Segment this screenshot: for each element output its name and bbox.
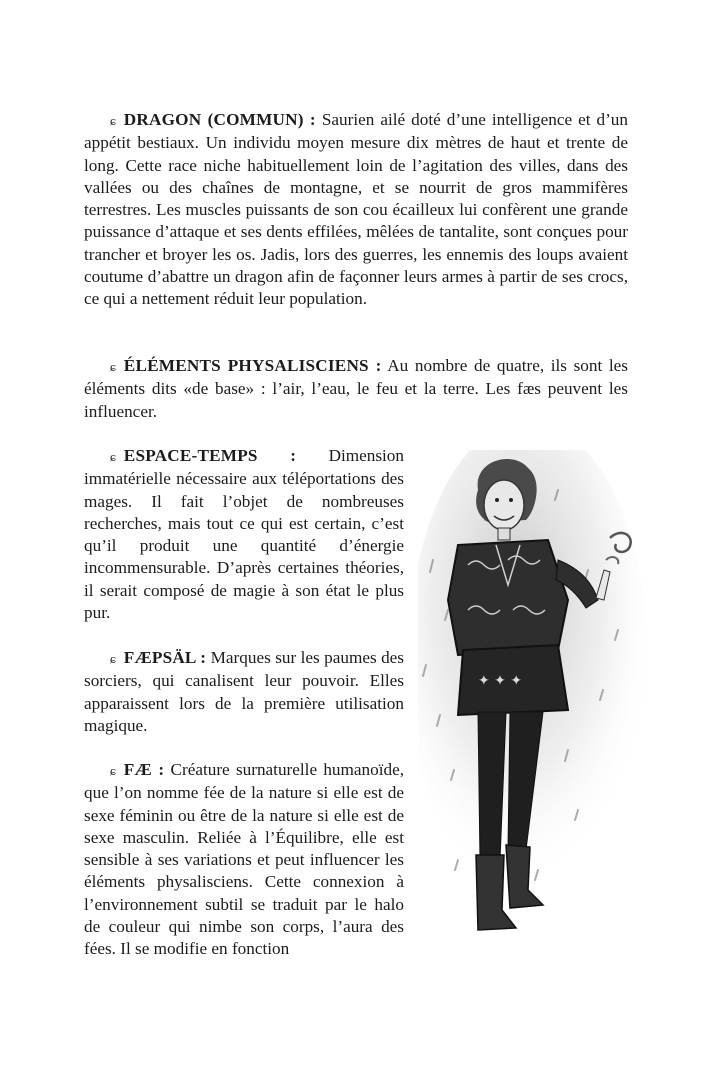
entry-definition: Au nombre de quatre, ils sont les éléments dits «de base» : l’air, l’eau, le feu et la terre. Les fæs peuvent les influencer. [84,356,628,421]
entry-term: FÆ : [123,760,165,779]
glossary-entry-elements [84,355,628,423]
fleuron-icon: ɕ [110,359,116,374]
fleuron-icon: ɕ [110,449,116,464]
glossary-entry-espace-temps [84,445,404,624]
entry-term: FÆPSÄL : [123,648,207,667]
svg-text:✦ ✦ ✦: ✦ ✦ ✦ [478,673,523,689]
glossary-entry-fae [84,759,404,961]
entry-term: ESPACE-TEMPS : [123,446,297,465]
entry-definition: Dimension immatérielle nécessaire aux téléportations des mages. Il fait l’objet de nombreuses recherches, mais tout ce qui est certain, c’est qu’il produit une quantité d’énergie incommensurable. D’après certaines théories, il serait composé de magie à son état le plus pur. [84,446,404,623]
entry-term: DRAGON (COMMUN) : [123,110,316,129]
glossary-entry-dragon [84,109,628,311]
glossary-entry-faepsal [84,647,404,737]
entry-definition: Marques sur les paumes des sorciers, qui canalisent leur pouvoir. Elles apparaissent lors de la première utilisation magique. [84,648,405,735]
entry-definition: Créature surnaturelle humanoïde, que l’on nomme fée de la nature si elle est de sexe féminin ou être de la nature si elle est de sexe masculin. Reliée à l’Équilibre, elle est sensible à ses variations et peut influencer les éléments physalisciens. Cette connexion à l’environnement subtil se traduit par le halo de couleur qui nimbe son corps, l’aura des fées. Il se modifie en fonction [84,760,404,959]
entry-term: ÉLÉMENTS PHYSALISCIENS : [123,356,382,375]
fae-illustration [418,450,680,960]
entry-definition: Saurien ailé doté d’une intelligence et d’un appétit bestiaux. Un individu moyen mesure dix mètres de haut et trente de long. Cette race niche habituellement loin de l’agitation des villes, dans des vallées ou des chaînes de montagne, et se nourrit de gros mammifères terrestres. Les muscles puissants de son cou écailleux lui confèrent une grande puissance d’attaque et ses dents effilées, mêlées de tantalite, sont conçues pour trancher et broyer les os. Jadis, lors des guerres, les ennemis des loups avaient coutume d’abattre un dragon afin de façonner leurs armes à partir de ses crocs, ce qui a nettement réduit leur population. [84,110,628,309]
fleuron-icon: ɕ [110,113,116,128]
fleuron-icon: ɕ [110,651,116,666]
fleuron-icon: ɕ [110,763,116,778]
